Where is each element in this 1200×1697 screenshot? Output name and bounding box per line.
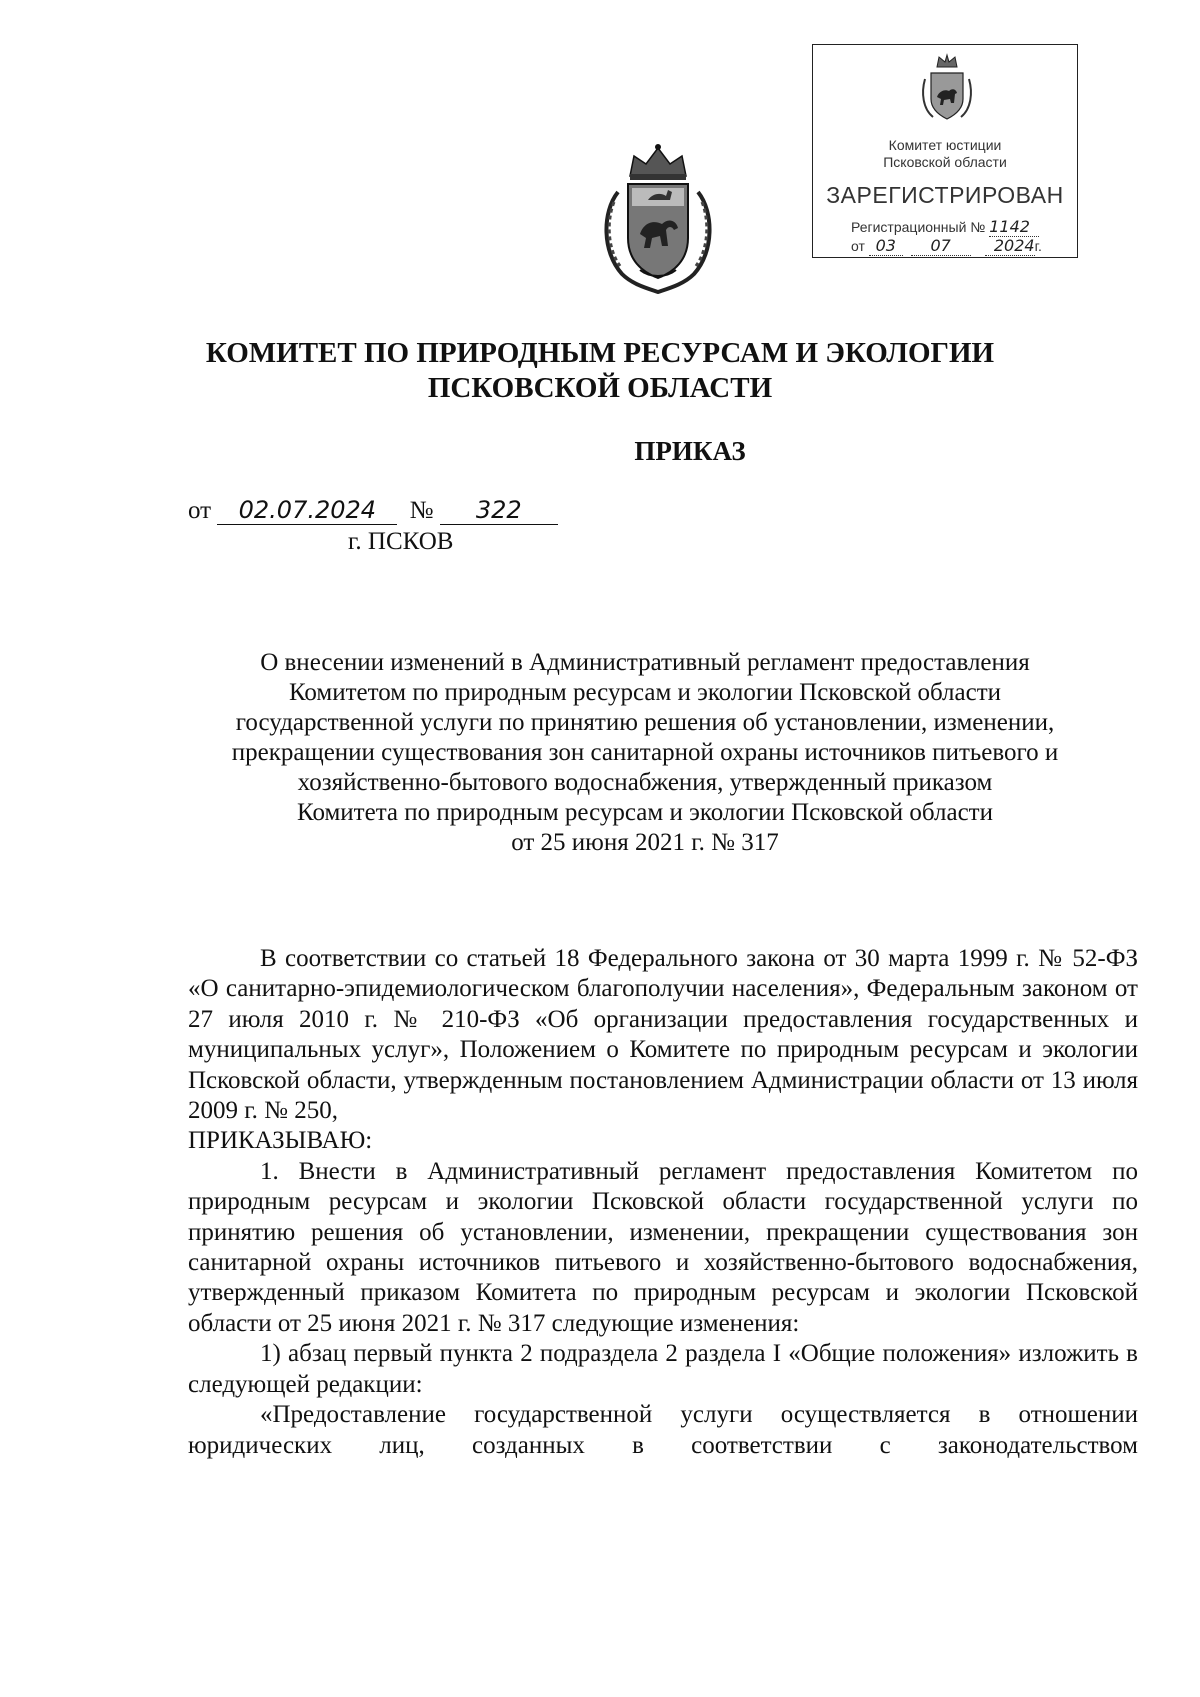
organization-name-line1: КОМИТЕТ ПО ПРИРОДНЫМ РЕСУРСАМ И ЭКОЛОГИИ — [205, 337, 995, 369]
registration-stamp — [812, 44, 1078, 258]
stamp-reg-number: 1142 — [989, 217, 1039, 237]
stamp-reg-number-line — [851, 217, 1039, 237]
order-title-line: от 25 июня 2021 г. № 317 — [511, 829, 779, 856]
stamp-date-month: 07 — [911, 236, 971, 256]
stamp-coat-of-arms-emblem — [919, 53, 975, 125]
stamp-date-line — [851, 236, 1042, 256]
coat-of-arms-emblem — [596, 142, 720, 294]
order-date-value: 02.07.2024 — [217, 496, 397, 525]
order-title-line: Комитетом по природным ресурсам и экологии Псковской области — [288, 679, 1002, 706]
stamp-date-day: 03 — [869, 236, 903, 256]
stamp-date-year: 2024 — [985, 236, 1035, 256]
order-title-line: О внесении изменений в Административный регламент предоставления — [260, 649, 1030, 676]
order-number-value: 322 — [440, 496, 558, 525]
stamp-date-suffix: г. — [1034, 238, 1042, 254]
order-date-prefix: от — [188, 497, 212, 524]
order-title-line: государственной услуги по принятию решения об установлении, изменении, — [235, 709, 1055, 736]
order-title-line: хозяйственно-бытового водоснабжения, утвержденный приказом — [297, 769, 993, 796]
quote-paragraph: «Предоставление государственной услуги осуществляется в отношении юридических лиц, созданных в соответствии с законодательством — [188, 1401, 1138, 1459]
order-title — [150, 648, 1140, 858]
order-city: г. ПСКОВ — [348, 528, 454, 555]
organization-name — [0, 336, 1200, 406]
preamble-paragraph: В соответствии со статьей 18 Федерального закона от 30 марта 1999 г. № 52-ФЗ «О санитарно-эпидемиологическом благополучии населения», Федеральным законом от 27 июля 2010 г. № 210-ФЗ «Об организации предоставления государственных и муниципальных услуг», Положением о Комитете по природным ресурсам и экологии Псковской области, утвержденным постановлением Администрации области от 13 июля 2009 г. № 250, — [188, 945, 1138, 1125]
order-title-line: прекращении существования зон санитарной охраны источников питьевого и — [231, 739, 1059, 766]
stamp-date-prefix: от — [851, 238, 865, 254]
order-body — [188, 944, 1138, 1461]
order-number-prefix: № — [409, 497, 434, 524]
stamp-authority-line2: Псковской области — [883, 154, 1007, 170]
order-title-line: Комитета по природным ресурсам и экологии Псковской области — [297, 799, 993, 826]
subitem-1-paragraph: 1) абзац первый пункта 2 подраздела 2 раздела I «Общие положения» изложить в следующей редакции: — [188, 1340, 1138, 1398]
stamp-status: ЗАРЕГИСТРИРОВАН — [826, 182, 1064, 208]
stamp-authority-line1: Комитет юстиции — [888, 137, 1002, 153]
order-date-number-line — [188, 496, 558, 525]
document-type: ПРИКАЗ — [634, 436, 746, 466]
organization-name-line2: ПСКОВСКОЙ ОБЛАСТИ — [427, 372, 773, 404]
stamp-reg-label: Регистрационный № — [851, 219, 986, 235]
order-word: ПРИКАЗЫВАЮ: — [188, 1127, 373, 1155]
item-1-paragraph: 1. Внести в Административный регламент предоставления Комитетом по природным ресурсам и экологии Псковской области государственной услуги по принятию решения об установлении, изменении, прекращении существования зон санитарной охраны источников питьевого и хозяйственно-бытового водоснабжения, утвержденный приказом Комитета по природным ресурсам и экологии Псковской области от 25 июня 2021 г. № 317 следующие изменения: — [188, 1157, 1138, 1337]
